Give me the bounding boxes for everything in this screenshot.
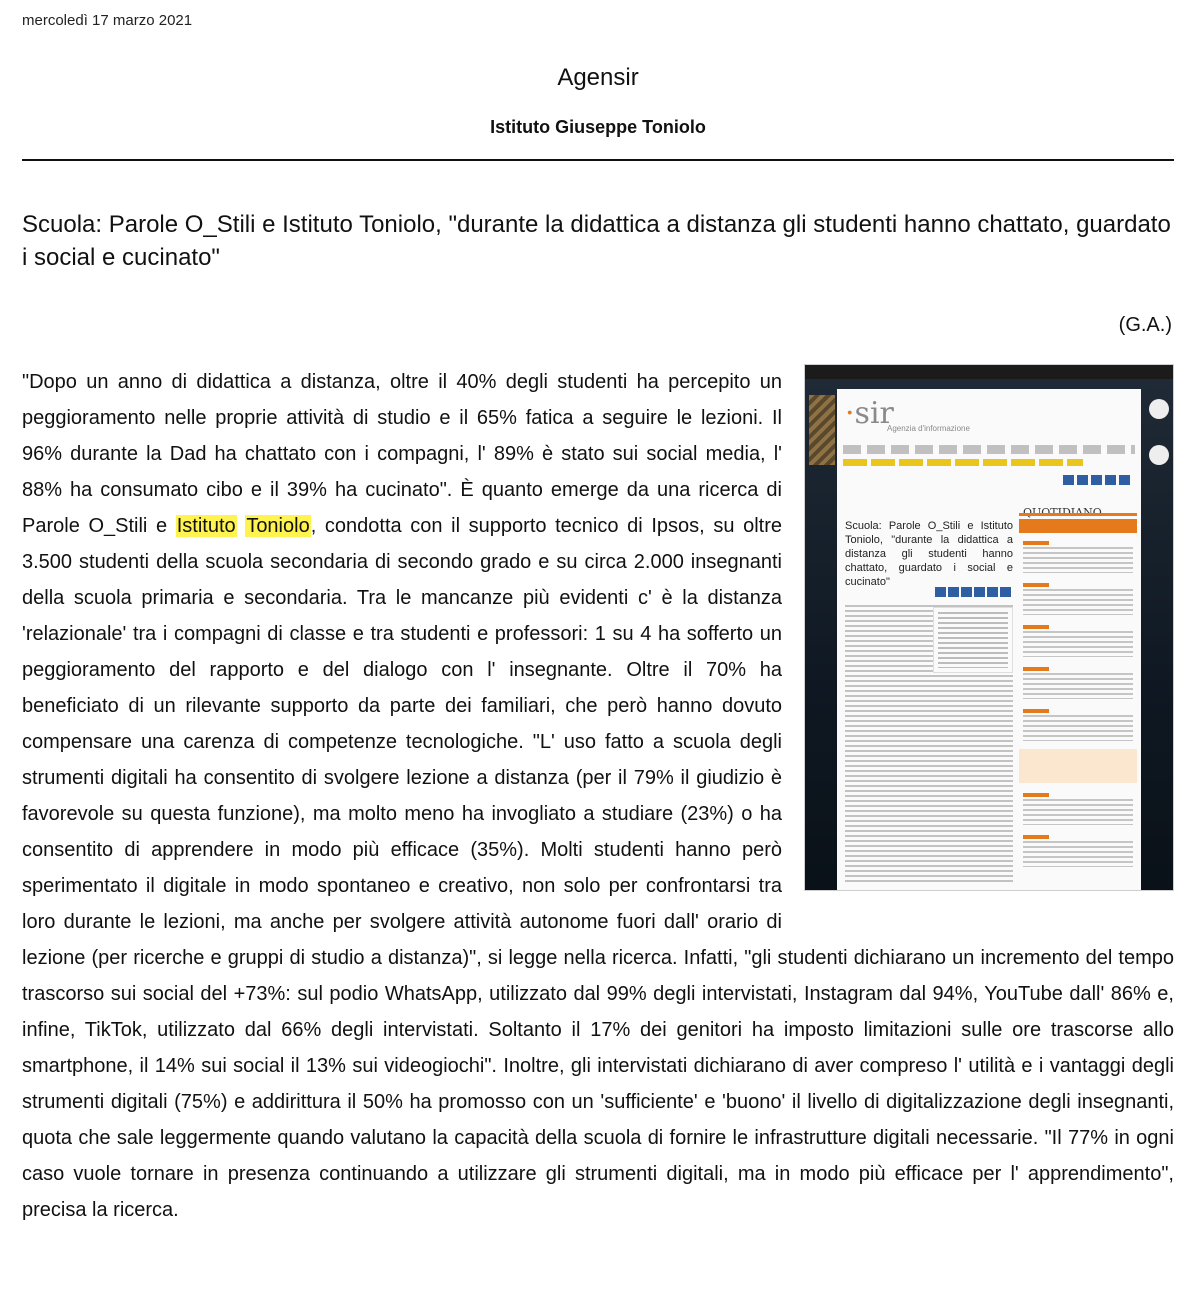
source-name: Agensir [557, 64, 639, 91]
clipping-date: mercoledì 17 marzo 2021 [22, 12, 193, 29]
header-divider [22, 159, 1174, 161]
thumb-related-box [933, 607, 1013, 673]
thumb-article-title: Scuola: Parole O_Stili e Istituto Toniolo, "durante la didattica a distanza gli studenti hanno chattato, guardato i social e cucinato" [845, 520, 1013, 588]
article-text-part: "Dopo un anno di didattica a distanza, oltre il 40% degli studenti ha percepito un peggioramento nelle proprie attività di studio e il 65% fatica a seguire le lezioni. Il 96% durante la Dad ha chattato con i compagni, l' 89% è stato sui social media, l' 88% ha consumato cibo e il 39% ha cucinato". È quanto emerge da una ricerca di Parole O_Stili e [22, 371, 782, 537]
thumb-logo-subtitle: Agenzia d'informazione [887, 424, 970, 433]
article-headline: Scuola: Parole O_Stili e Istituto Toniolo, "durante la didattica a distanza gli studenti hanno chattato, guardato i social e cucinato" [22, 211, 1171, 271]
article-author: (G.A.) [1118, 314, 1172, 336]
subject-name: Istituto Giuseppe Toniolo [490, 117, 706, 137]
thumb-badge-icon [1149, 445, 1169, 465]
thumb-tag-bar [843, 459, 1083, 466]
article-text-part: , condotta con il supporto tecnico di Ipsos, su oltre 3.500 studenti della scuola secondaria di secondo grado e su circa 2.000 insegnanti della scuola primaria e secondaria. Tra le mancanze più evidenti c' è la distanza 'relazionale' tra i compagni di classe e tra studenti e professori: 1 su 4 ha sofferto un peggioramento del rapporto e del dialogo con l' insegnante. Oltre il 70% ha beneficiato di un rilevante supporto da parte dei familiari, che però hanno dovuto compensare una carenza di competenze tecnologiche. "L' uso fatto a scuola degli strumenti digitali ha consentito di svolgere lezione a distanza (per il 79% il giudizio è favorevole su questa funzione), ma molto meno ha invogliato a studiare (23%) o ha consentito di apprendere in modo più efficace (35%). Molti studenti hanno però sperimentato il digitale in modo spontaneo e creativo, non solo per confrontarsi tra loro durante le lezioni, ma anche per svolgere attività autonome fuori dall' orario di lezione (per ricerche e gruppi di studio a distanza)", si legge nella ricerca. Infatti, "gli studenti dichiarano un incremento del tempo trascorso sui social del +73%: sul podio WhatsApp, utilizzato dal 99% degli intervistati, Instagram dal 94%, YouTube dall' 86% e, infine, TikTok, utilizzato dal 66% degli intervistati. Soltanto il 17% dei genitori ha imposto limitazioni sulle ore trascorse allo smartphone, il 14% sui social il 13% sui videogiochi". Inoltre, gli intervistati dichiarano di aver compreso l' utilità e i vantaggi degli strumenti digitali (75%) e addirittura il 50% ha promosso con un 'sufficiente' e 'buono' il livello di digitalizzazione degli insegnanti, quota che sale leggermente quando valutano la capacità della scuola di fornire le infrastrutture digitali necessarie. "Il 77% in ogni caso vuole tornare in presenza continuando a utilizzare gli strumenti digitali, ma in modo più efficace per l' apprendimento", precisa la ricerca. [22, 515, 1174, 1221]
thumb-badge-icon [1149, 399, 1169, 419]
thumb-sidebar [1019, 519, 1137, 890]
article-body [22, 364, 1174, 1228]
highlight-term: Istituto [176, 515, 236, 537]
thumb-share-icons [935, 587, 1013, 597]
thumb-nav-bar [843, 445, 1135, 454]
thumb-page [837, 389, 1141, 890]
thumb-browser-topbar [805, 365, 1173, 379]
thumb-decoration [809, 395, 835, 465]
thumb-social-icons [1063, 475, 1133, 485]
highlight-term: Toniolo [246, 515, 310, 537]
thumb-logo: ·sir [845, 396, 894, 431]
thumb-section-bar [1019, 513, 1137, 516]
article-screenshot-thumbnail [804, 364, 1174, 891]
